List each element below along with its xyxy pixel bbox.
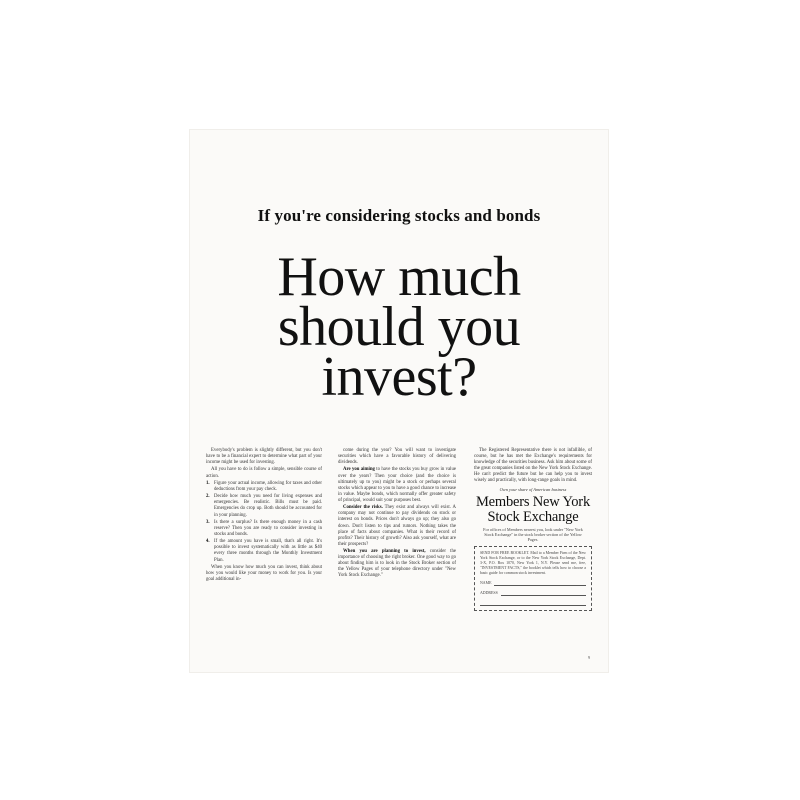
list-number: 1. xyxy=(206,480,210,486)
paragraph-text: consider the importance of choosing the right broker. One good way to go about finding him is to look in the Stock Broker section of the Yellow Pages of your telephone directory under "New York Stock Exchange." xyxy=(338,549,456,579)
paragraph: Everybody's problem is slightly different, but you don't have to be a financial expert to determine what part of your income might be used for investing. xyxy=(206,448,322,466)
headline-line-3: invest? xyxy=(321,346,477,408)
list-text: Is there a surplus? Is there enough money in a cash reserve? Then you are ready to consider investing in stocks and bonds. xyxy=(214,519,322,537)
mail-in-coupon[interactable] xyxy=(474,546,592,611)
advertiser-logo xyxy=(474,495,592,525)
body-column-3 xyxy=(474,448,592,611)
paragraph-text: to have the stocks you buy grow in value over the years? Then your choice (and the choice is ultimately up to you) might be a stock or perhaps several stocks which appear to you to have a good chance to increase in value. Maybe bonds, which normally offer greater safety of principal, would suit your purposes best. xyxy=(338,467,456,503)
headline-line-2: should you xyxy=(277,296,521,358)
list-item xyxy=(206,494,322,518)
name-label: NAME xyxy=(480,580,492,585)
list-number: 4. xyxy=(206,539,210,545)
page-number: 9 xyxy=(588,655,590,660)
paragraph: The Registered Representative there is not infallible, of course, but he has met the Exchange's requirements for knowledge of the securities business. Ask him about some of the great companies listed on the New York Stock Exchange. He can't predict the future but he can help you to invest wisely and practically, with long-range goals in mind. xyxy=(474,448,592,484)
run-in-heading: Consider the risks. xyxy=(343,505,383,511)
list-item xyxy=(206,481,322,493)
body-column-1 xyxy=(206,448,322,584)
address-field[interactable] xyxy=(480,591,586,596)
main-headline xyxy=(190,246,608,408)
run-in-heading: Are you aiming xyxy=(343,467,375,473)
name-field[interactable] xyxy=(480,581,586,586)
coupon-text: SEND FOR FREE BOOKLET. Mail to a Member Firm of the New York Stock Exchange, or to the New York Stock Exchange, Dept. 3-X, P.O. Box 1070, New York 1, N.Y. Please send me, free, "INVESTMENT FACTS," the booklet which tells how to choose a basic guide for common stock investment. xyxy=(480,550,586,575)
advertiser-name-line-1: Members New York xyxy=(475,493,590,510)
list-number: 3. xyxy=(206,519,210,525)
advertiser-subtext: For offices of Members nearest you, look under "New York Stock Exchange" in the stock broker section of the Yellow Pages. xyxy=(483,526,583,542)
list-text: Figure your actual income, allowing for taxes and other deductions from your pay check. xyxy=(214,480,322,492)
list-number: 2. xyxy=(206,494,210,500)
paragraph: When you know how much you can invest, think about how you would like your money to work for you. Is your goal additional in- xyxy=(206,564,322,582)
body-column-2 xyxy=(338,448,456,581)
list-item xyxy=(206,520,322,538)
extra-address-line[interactable] xyxy=(480,601,586,606)
run-in-heading: When you are planning to invest, xyxy=(343,549,426,555)
paragraph: come during the year? You will want to investigate securities which have a favorable history of delivering dividends. xyxy=(338,448,456,466)
magazine-page xyxy=(190,130,608,672)
paragraph-text: They exist and always will exist. A company may not continue to pay dividends on stock or interest on bonds. Prices don't always go up; they also go down. Don't listen to tips and rumors. Nothing takes the place of facts about companies. What is their record of profits? Their history of growth? Also ask yourself, what are their prospects? xyxy=(338,505,456,547)
list-text: If the amount you have is small, that's all right. It's possible to invest systematically with as little as $40 every three months through the Monthly Investment Plan. xyxy=(214,539,322,563)
paragraph xyxy=(338,549,456,579)
paragraph xyxy=(338,467,456,504)
tagline: Own your share of American business xyxy=(499,486,567,492)
list-text: Decide how much you need for living expenses and emergencies. Be realistic. Bills must be paid. Emergencies do crop up. Both should be accounted for in your planning. xyxy=(214,494,322,518)
paragraph: All you have to do is follow a simple, sensible course of action. xyxy=(206,467,322,479)
list-item xyxy=(206,539,322,563)
paragraph xyxy=(338,505,456,548)
advertiser-name-line-2: Stock Exchange xyxy=(487,508,579,525)
address-label: ADDRESS xyxy=(480,590,498,595)
kicker-headline: If you're considering stocks and bonds xyxy=(257,206,541,225)
headline-line-1: How much xyxy=(277,246,521,308)
